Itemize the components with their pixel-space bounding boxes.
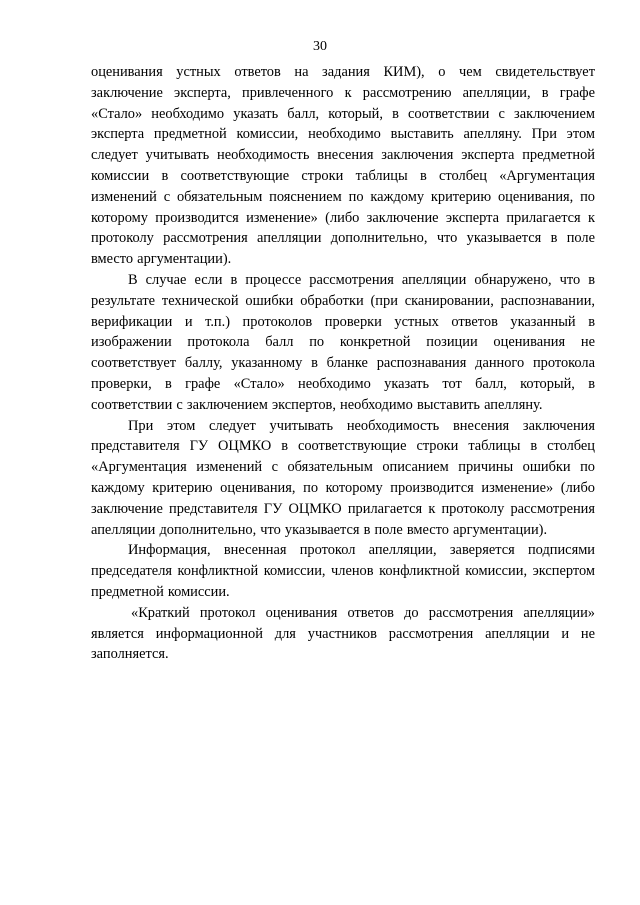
paragraph-technical-error: В случае если в процессе рассмотрения апелляции обнаружено, что в результате технической ошибки обработки (при сканировании, распознавании, верификации и т.п.) протоколов проверки устных ответов указанный в изображении протокола балл по конкретной позиции оценивания не соответствует баллу, указанному в бланке распознавания данного протокола проверки, в графе «Стало» необходимо указать тот балл, который, в соответствии с заключением экспертов, необходимо выставить апелляну. (91, 271, 595, 413)
paragraph-continuation: оценивания устных ответов на задания КИМ), о чем свидетельствует заключение эксперта, привлеченного к рассмотрению апелляции, в графе «Стало» необходимо указать балл, который, в соответствии с заключением эксперта предметной комиссии, необходимо выставить апелляну. При этом следует учитывать необходимость внесения заключения эксперта предметной комиссии в соответствующие строки таблицы в столбец «Аргументация изменений с обязательным пояснением по каждому критерию оценивания, по которому производится изменение» (либо заключение эксперта прилагается к протоколу рассмотрения апелляции дополнительно, что указывается в поле вместо аргументации). (91, 64, 595, 268)
document-body (91, 62, 595, 665)
paragraph-brief-protocol: «Краткий протокол оценивания ответов до рассмотрения апелляции» является информационной для участников рассмотрения апелляции и не заполняется. (91, 604, 595, 663)
page-number: 30 (313, 39, 327, 54)
paragraph-representative-conclusion: При этом следует учитывать необходимость внесения заключения представителя ГУ ОЦМКО в соответствующие строки таблицы в столбец «Аргументация изменений с обязательным описанием причины ошибки по каждому критерию оценивания, по которому производится изменение» (либо заключение представителя ГУ ОЦМКО прилагается к протоколу рассмотрения апелляции дополнительно, что указывается в поле вместо аргументации). (91, 417, 595, 538)
paragraph-signatures: Информация, внесенная протокол апелляции, заверяется подписями председателя конфликтной комиссии, членов конфликтной комиссии, экспертом предметной комиссии. (91, 542, 595, 600)
